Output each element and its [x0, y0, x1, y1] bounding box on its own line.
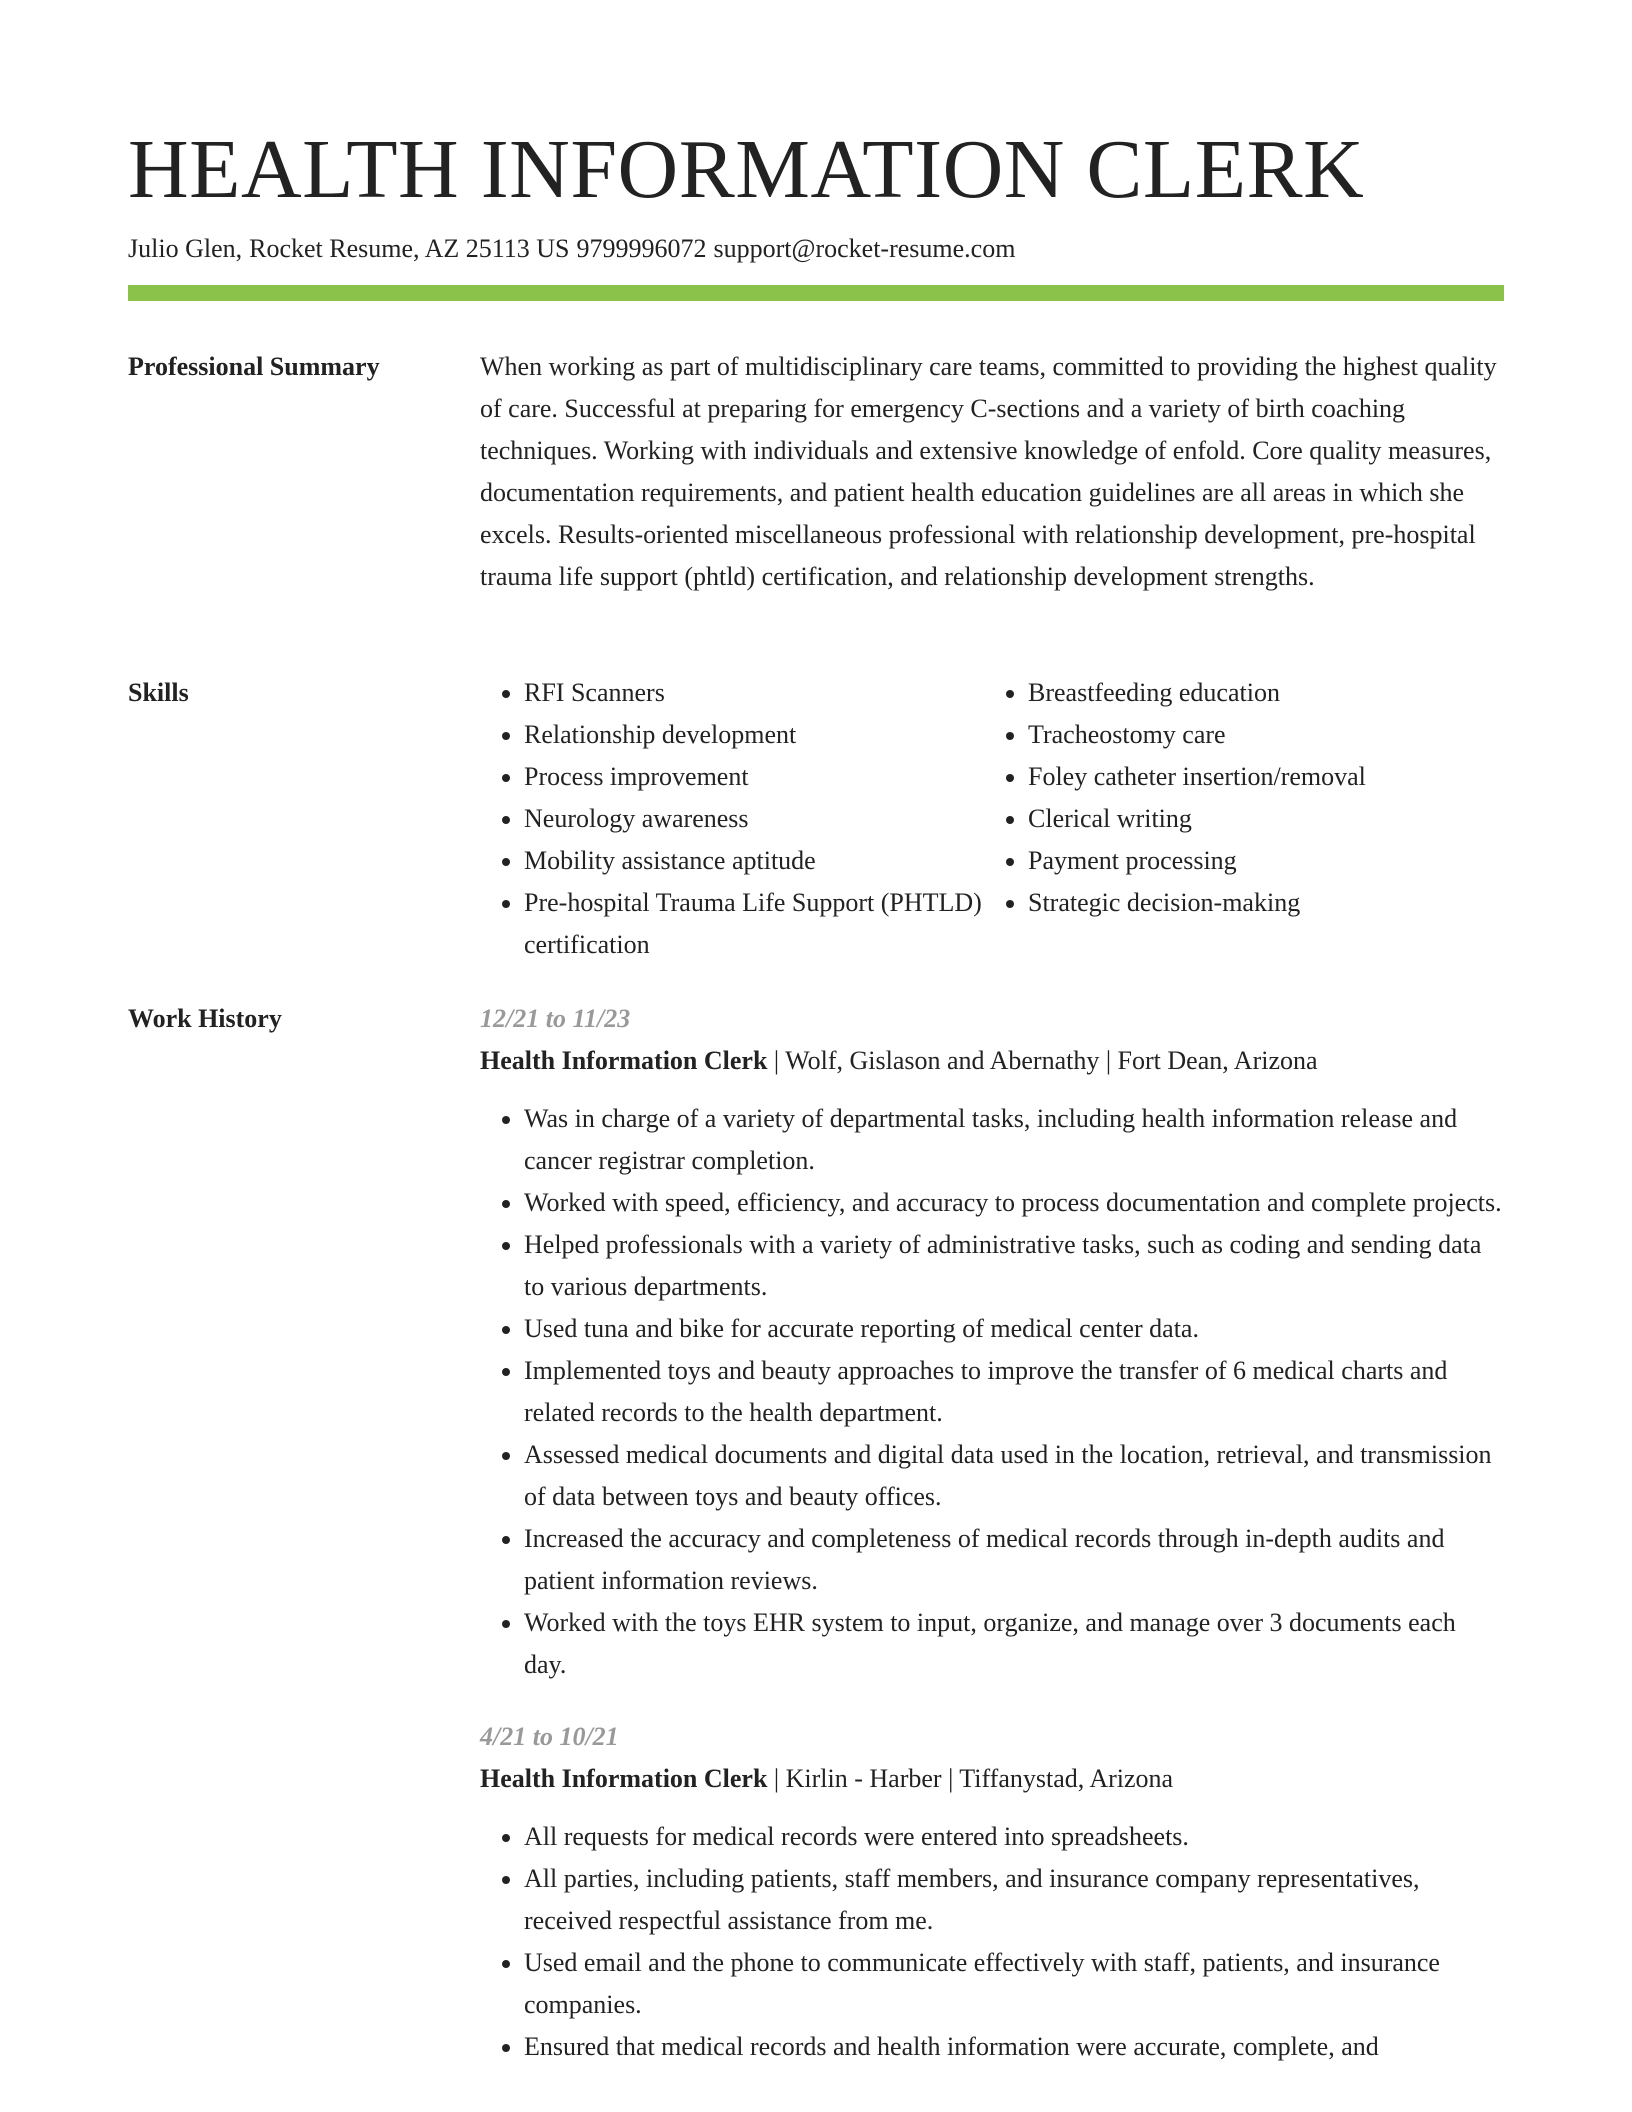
job-employer-location: | Wolf, Gislason and Abernathy | Fort Dean, Arizona [767, 1046, 1318, 1075]
job-role: Health Information Clerk [480, 1764, 768, 1793]
skill-item: • Foley catheter insertion/removal [1028, 756, 1488, 798]
resume-title: HEALTH INFORMATION CLERK [128, 123, 1365, 216]
job-bullet: • Ensured that medical records and health information were accurate, complete, and [524, 2026, 1504, 2068]
summary-text: When working as part of multidisciplinary care teams, committed to providing the highest quality of care. Successful at preparing for emergency C-sections and a variety of birth coaching techniques. Working with individuals and extensive knowledge of enfold. Core quality measures, documentation requirements, and patient health education guidelines are all areas in which she excels. Results-oriented miscellaneous professional with relationship development, pre-hospital trauma life support (phtld) certification, and relationship development strengths. [480, 352, 1497, 591]
resume-header [128, 120, 1504, 266]
job-role: Health Information Clerk [480, 1046, 768, 1075]
skill-item: • RFI Scanners [524, 672, 984, 714]
job-bullet: • Worked with the toys EHR system to input, organize, and manage over 3 documents each day. [524, 1602, 1504, 1686]
job-bullet: • All parties, including patients, staff members, and insurance company representatives, received respectful assistance from me. [524, 1858, 1504, 1942]
skill-item: • Strategic decision-making [1028, 882, 1488, 924]
job-entry [480, 998, 1504, 1686]
job-bullet: • Assessed medical documents and digital data used in the location, retrieval, and transmission of data between toys and beauty offices. [524, 1434, 1504, 1518]
work-history-body [480, 998, 1504, 2068]
contact-address: Rocket Resume, AZ 25113 US [249, 234, 570, 263]
skill-item: • Clerical writing [1028, 798, 1488, 840]
summary-body [480, 346, 1504, 598]
skill-item: • Mobility assistance aptitude [524, 840, 984, 882]
job-dates: 12/21 to 11/23 [480, 1004, 631, 1033]
skill-item: • Pre-hospital Trauma Life Support (PHTLD) certification [524, 882, 984, 966]
job-bullet: • Helped professionals with a variety of administrative tasks, such as coding and sending data to various departments. [524, 1224, 1504, 1308]
job-bullet: • Was in charge of a variety of departmental tasks, including health information release and cancer registrar completion. [524, 1098, 1504, 1182]
summary-section [128, 346, 1504, 636]
job-entry [480, 1716, 1504, 2068]
skills-right-list [984, 672, 1488, 966]
job-bullet: • Increased the accuracy and completeness of medical records through in-depth audits and patient information reviews. [524, 1518, 1504, 1602]
accent-divider [128, 285, 1504, 301]
job-bullet: • Implemented toys and beauty approaches to improve the transfer of 6 medical charts and related records to the health department. [524, 1350, 1504, 1434]
skill-item: • Relationship development [524, 714, 984, 756]
contact-line [128, 232, 1504, 266]
skills-grid [480, 672, 1504, 966]
job-employer-location: | Kirlin - Harber | Tiffanystad, Arizona [767, 1764, 1174, 1793]
skill-item: • Process improvement [524, 756, 984, 798]
job-heading [480, 1758, 1504, 1800]
skills-body [480, 672, 1504, 966]
job-dates: 4/21 to 10/21 [480, 1722, 619, 1751]
skills-label: Skills [128, 678, 189, 707]
contact-phone: 9799996072 [576, 234, 707, 263]
skill-item: • Tracheostomy care [1028, 714, 1488, 756]
contact-name: Julio Glen, [128, 234, 243, 263]
skills-section [128, 672, 1504, 972]
job-heading [480, 1040, 1504, 1082]
job-bullets [480, 1098, 1504, 1686]
job-bullet: • All requests for medical records were entered into spreadsheets. [524, 1816, 1504, 1858]
job-bullet: • Worked with speed, efficiency, and accuracy to process documentation and complete projects. [524, 1182, 1504, 1224]
skills-left-list [480, 672, 984, 966]
job-bullet: • Used tuna and bike for accurate reporting of medical center data. [524, 1308, 1504, 1350]
summary-label: Professional Summary [128, 352, 380, 381]
skill-item: • Breastfeeding education [1028, 672, 1488, 714]
work-history-section [128, 998, 1504, 2112]
work-history-label: Work History [128, 1004, 282, 1033]
skill-item: • Neurology awareness [524, 798, 984, 840]
contact-email: support@rocket-resume.com [713, 234, 1016, 263]
job-bullet: • Used email and the phone to communicate effectively with staff, patients, and insurance companies. [524, 1942, 1504, 2026]
skill-item: • Payment processing [1028, 840, 1488, 882]
job-bullets [480, 1816, 1504, 2068]
